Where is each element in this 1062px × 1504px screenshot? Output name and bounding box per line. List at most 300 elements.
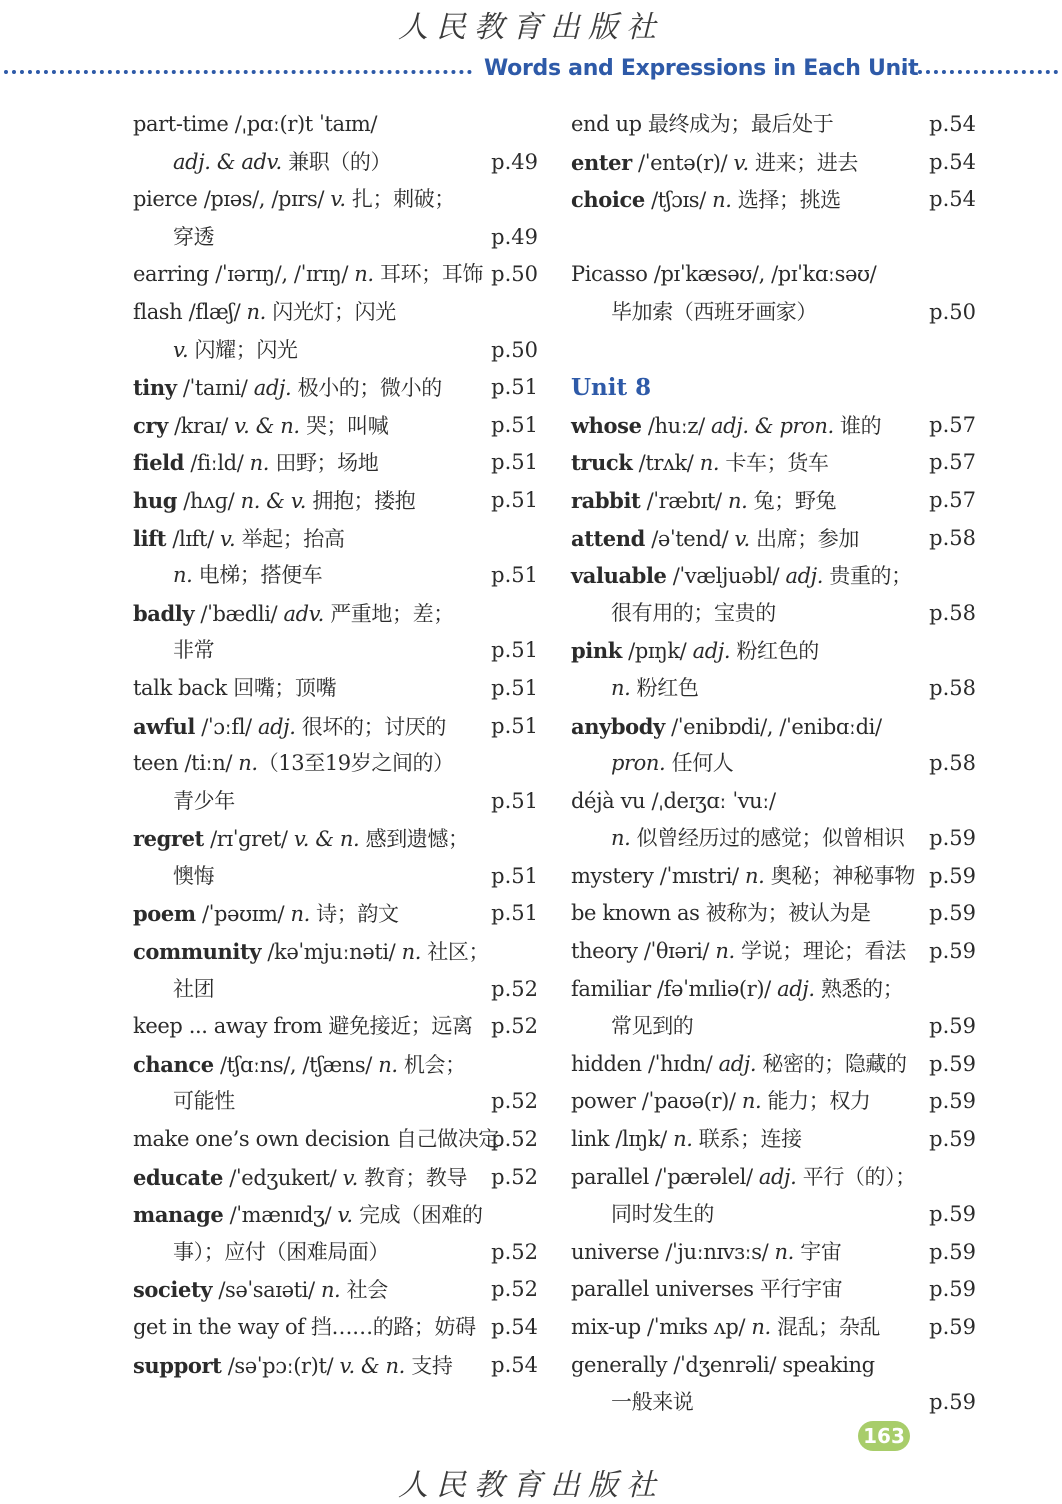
definition: 秘密的；隐藏的 — [756, 1051, 907, 1076]
vocab-entry — [133, 1309, 538, 1347]
part-of-speech: v. — [173, 337, 189, 362]
vocab-entry — [133, 181, 538, 219]
definition: 常见到的 — [611, 1014, 694, 1039]
entry-detail: /ˈmɪks ʌp/ — [640, 1315, 752, 1339]
page-reference: p.59 — [929, 1239, 976, 1264]
entry-detail: /tiːn/ — [178, 751, 239, 776]
vocab-entry — [133, 820, 538, 858]
entry-detail: /ˈenibɒdi/, /ˈenibɑːdi/ — [664, 714, 882, 739]
entry-detail: 回嘴；顶嘴 — [226, 675, 337, 700]
page-reference: p.59 — [929, 1051, 976, 1076]
vocab-entry — [571, 181, 976, 219]
definition: 穿透 — [173, 224, 215, 249]
part-of-speech: n. & v. — [240, 488, 307, 513]
headword: mix-up — [571, 1315, 641, 1339]
headword: hidden — [571, 1051, 642, 1076]
part-of-speech: n. — [741, 1089, 762, 1114]
page-reference: p.54 — [491, 1352, 538, 1377]
entry-detail: /ˈhɪdn/ — [641, 1051, 719, 1076]
entry-text — [133, 444, 378, 483]
entry-detail: /ˈdʒenrəli/ speaking — [667, 1352, 875, 1377]
definition: 奥秘；神秘事物 — [764, 863, 915, 888]
page-reference: p.52 — [491, 976, 538, 1001]
headword: power — [571, 1089, 636, 1114]
definition: 进来；进去 — [748, 150, 859, 175]
entry-text — [173, 219, 214, 257]
page-reference: p.52 — [491, 1089, 538, 1114]
part-of-speech: adj. — [758, 1164, 797, 1189]
headword: chance — [133, 1051, 214, 1077]
page-reference: p.57 — [929, 412, 976, 437]
entry-detail: /ˈθɪəri/ — [637, 939, 716, 964]
entry-text — [133, 820, 469, 859]
part-of-speech: n. — [751, 1315, 771, 1339]
part-of-speech: n. — [249, 451, 270, 476]
entry-continuation — [133, 1083, 538, 1121]
entry-detail: 挡……的路；妨碍 — [304, 1315, 476, 1339]
entry-continuation — [133, 971, 538, 1009]
entry-detail: 自己做决定 — [389, 1127, 499, 1152]
entry-text — [133, 106, 377, 144]
headword: get in the way of — [133, 1315, 305, 1339]
entry-detail: /səˈpɔː(r)t/ — [221, 1353, 340, 1378]
page-reference: p.59 — [929, 1014, 976, 1039]
headword: manage — [133, 1202, 224, 1228]
entry-detail: 平行宇宙 — [753, 1277, 843, 1302]
part-of-speech: adv. — [283, 601, 324, 626]
page-reference: p.57 — [929, 450, 976, 475]
vocab-entry — [133, 670, 538, 708]
entry-continuation — [133, 144, 538, 182]
headword: parallel — [571, 1164, 649, 1189]
page-number-badge: 163 — [858, 1421, 910, 1451]
part-of-speech: n. — [401, 940, 422, 965]
vocab-entry — [571, 632, 976, 670]
page-reference: p.51 — [491, 487, 538, 512]
unit-heading: Unit 8 — [571, 374, 652, 402]
publisher-logo-top: 人民教育出版社 — [398, 10, 664, 45]
entry-detail: 最终成为；最后处于 — [641, 112, 834, 136]
entry-continuation — [571, 745, 976, 783]
page-reference: p.54 — [929, 149, 976, 174]
headword: tiny — [133, 375, 177, 401]
definition: 事）；应付（困难局面） — [173, 1239, 390, 1264]
entry-detail: /flæʃ/ — [182, 299, 247, 324]
vocab-entry — [571, 1271, 976, 1309]
entry-text — [571, 106, 833, 144]
headword: rabbit — [571, 487, 641, 513]
page-reference: p.49 — [491, 149, 538, 174]
right-column — [571, 106, 976, 1422]
entry-text — [571, 144, 858, 183]
part-of-speech: n. — [774, 1239, 794, 1264]
headword: whose — [571, 412, 642, 438]
entry-text — [611, 670, 698, 708]
part-of-speech: n. — [354, 262, 374, 287]
entry-detail: /fiːld/ — [184, 451, 250, 476]
entry-continuation — [133, 632, 538, 670]
headword: Picasso — [571, 262, 648, 287]
vocab-entry — [571, 557, 976, 595]
entry-detail: /ˌpɑː(r)t ˈtaɪm/ — [228, 112, 378, 136]
headword: theory — [571, 939, 638, 964]
entry-text — [133, 1046, 466, 1085]
entry-text — [571, 1271, 842, 1309]
headword: generally — [571, 1352, 668, 1377]
entry-detail: /ˈedʒukeɪt/ — [222, 1165, 343, 1190]
entry-text — [571, 181, 841, 220]
entry-detail: 避免接近；远离 — [322, 1014, 473, 1039]
vocab-entry — [571, 783, 976, 821]
definition: 似曾经历过的感觉；似曾相识 — [630, 826, 905, 851]
part-of-speech: n. — [173, 563, 193, 588]
headword: badly — [133, 600, 195, 626]
headword: end up — [571, 112, 642, 136]
definition: 完成（困难的 — [352, 1203, 483, 1228]
part-of-speech: n. — [611, 675, 631, 700]
entry-text — [611, 294, 817, 332]
vocab-entry — [133, 444, 538, 482]
vocab-entry — [133, 407, 538, 445]
entry-text — [133, 294, 396, 332]
page-reference: p.49 — [491, 224, 538, 249]
page-reference: p.52 — [491, 1127, 538, 1152]
entry-text — [173, 632, 214, 670]
headword: truck — [571, 450, 633, 476]
entry-text — [133, 369, 442, 408]
vocab-entry — [571, 1347, 976, 1385]
page-reference: p.51 — [491, 412, 538, 437]
definition: 感到遗憾； — [359, 827, 469, 852]
page-reference: p.58 — [929, 751, 976, 776]
headword: society — [133, 1277, 213, 1303]
vocab-entry — [571, 1083, 976, 1121]
entry-detail: /pɪŋk/ — [621, 639, 693, 664]
definition: 很坏的；讨厌的 — [295, 714, 447, 739]
vocab-entry — [133, 745, 538, 783]
part-of-speech: v. — [220, 526, 236, 551]
definition: 能力；权力 — [761, 1089, 871, 1114]
vocab-entry — [571, 106, 976, 144]
page-reference: p.52 — [491, 1277, 538, 1302]
headword: valuable — [571, 563, 667, 589]
page-reference: p.51 — [491, 863, 538, 888]
page-reference: p.58 — [929, 525, 976, 550]
definition: 任何人 — [665, 751, 734, 776]
entry-text — [611, 595, 776, 633]
headword: attend — [571, 525, 645, 551]
entry-continuation — [571, 820, 976, 858]
entry-detail: /rɪˈɡret/ — [203, 827, 294, 852]
page-reference: p.59 — [929, 939, 976, 964]
vocab-entry — [133, 895, 538, 933]
entry-text — [611, 820, 904, 858]
part-of-speech: n. — [727, 488, 748, 513]
part-of-speech: adj. — [257, 714, 296, 739]
definition: 谁的 — [833, 413, 882, 438]
part-of-speech: n. — [673, 1127, 693, 1152]
entry-text — [571, 971, 903, 1009]
vocab-entry — [133, 1196, 538, 1234]
entry-text — [133, 595, 454, 634]
page-reference: p.59 — [929, 1127, 976, 1152]
entry-detail: /əˈtend/ — [644, 526, 735, 551]
headword: link — [571, 1127, 610, 1152]
entry-continuation — [571, 1008, 976, 1046]
definition: 兼职（的） — [281, 149, 392, 174]
headword: lift — [133, 525, 167, 551]
page-reference: p.51 — [491, 375, 538, 400]
part-of-speech: adj. — [253, 376, 292, 401]
headword: déjà vu — [571, 788, 646, 813]
vocab-entry — [571, 895, 976, 933]
entry-detail: /ˈvæljuəbl/ — [666, 564, 786, 589]
entry-text — [133, 1159, 467, 1198]
vocab-entry — [571, 1234, 976, 1272]
headword: parallel universes — [571, 1277, 754, 1302]
page-reference: p.51 — [491, 901, 538, 926]
headword: make one’s own decision — [133, 1127, 390, 1152]
entry-text — [133, 1196, 483, 1235]
part-of-speech: n. — [238, 751, 258, 776]
part-of-speech: n. — [246, 299, 266, 324]
entry-text — [571, 1121, 802, 1159]
page-reference: p.51 — [491, 788, 538, 813]
headword: earring — [133, 262, 209, 287]
definition: 拥抱；搂抱 — [306, 488, 416, 513]
entry-detail: /ˈpærəlel/ — [648, 1164, 759, 1189]
vocab-entry — [571, 1159, 976, 1197]
entry-detail: 被称为；被认为是 — [699, 901, 871, 926]
headword: enter — [571, 149, 632, 175]
vocab-entry — [571, 1121, 976, 1159]
page-reference: p.51 — [491, 563, 538, 588]
entry-continuation — [571, 1384, 976, 1422]
entry-text — [133, 1008, 473, 1046]
part-of-speech: adj. — [718, 1051, 757, 1076]
entry-text — [133, 1347, 452, 1386]
entry-detail: /ˌdeɪʒɑː ˈvuː/ — [645, 788, 776, 813]
vocab-entry — [133, 1347, 538, 1385]
vocab-entry — [571, 933, 976, 971]
definition: （13至19岁之间的） — [257, 751, 454, 776]
page-reference: p.52 — [491, 1239, 538, 1264]
entry-text — [571, 1159, 916, 1197]
vocab-entry — [571, 444, 976, 482]
definition: 田野；场地 — [269, 451, 379, 476]
headword: community — [133, 939, 262, 965]
vocab-entry — [571, 708, 976, 746]
entry-continuation — [571, 294, 976, 332]
part-of-speech: n. — [320, 1278, 341, 1303]
entry-text — [571, 557, 912, 596]
vocab-entry — [133, 1046, 538, 1084]
entry-text — [173, 971, 214, 1009]
headword: hug — [133, 487, 178, 513]
headword: teen — [133, 751, 179, 776]
entry-text — [133, 482, 415, 521]
spacer — [571, 332, 976, 370]
entry-text — [611, 745, 733, 783]
definition: 扎；刺破； — [345, 187, 455, 212]
part-of-speech: v. & n. — [293, 827, 360, 852]
definition: 社区； — [421, 940, 490, 965]
part-of-speech: adj. — [777, 976, 815, 1001]
page-reference: p.50 — [491, 337, 538, 362]
definition: 严重地；差； — [323, 601, 454, 626]
definition: 举起；抬高 — [235, 526, 345, 551]
headword: support — [133, 1352, 222, 1378]
left-column — [133, 106, 538, 1384]
definition: 学说；理论；看法 — [734, 939, 906, 964]
entry-text — [611, 1196, 714, 1234]
entry-continuation — [133, 858, 538, 896]
definition: 一般来说 — [611, 1390, 694, 1415]
entry-text — [173, 1234, 389, 1272]
page-reference: p.51 — [491, 675, 538, 700]
entry-text — [611, 1008, 693, 1046]
headword: choice — [571, 187, 645, 213]
vocab-entry — [133, 708, 538, 746]
headword: keep ... away from — [133, 1014, 323, 1039]
part-of-speech: v. & n. — [339, 1353, 405, 1378]
entry-text — [173, 858, 214, 896]
part-of-speech: v. — [337, 1203, 353, 1228]
headword: flash — [133, 299, 183, 324]
entry-detail: /fəˈmɪliə(r)/ — [650, 976, 778, 1001]
page-reference: p.50 — [929, 299, 976, 324]
entry-detail: /ˈbædli/ — [194, 601, 284, 626]
definition: 非常 — [173, 638, 215, 663]
part-of-speech: adj. & adv. — [173, 149, 282, 174]
header-title: Words and Expressions in Each Unit — [484, 56, 919, 81]
entry-continuation — [133, 783, 538, 821]
entry-text — [133, 520, 345, 559]
entry-text — [133, 256, 483, 294]
entry-text — [133, 181, 455, 219]
vocab-entry — [571, 256, 976, 294]
part-of-speech: n. — [715, 939, 735, 964]
definition: 毕加索（西班牙画家） — [611, 299, 817, 324]
entry-text — [571, 858, 915, 896]
vocab-entry — [571, 482, 976, 520]
entry-detail: /kəˈmjuːnəti/ — [261, 940, 402, 965]
entry-detail: /ˈtaɪni/ — [176, 376, 254, 401]
definition: 青少年 — [173, 788, 235, 813]
page-reference: p.59 — [929, 1390, 976, 1415]
definition: 贵重的； — [823, 564, 912, 589]
entry-text — [611, 1384, 693, 1422]
definition: 社团 — [173, 976, 215, 1001]
page-reference: p.59 — [929, 1277, 976, 1302]
entry-text — [571, 895, 871, 933]
definition: 选择；挑选 — [731, 188, 841, 213]
entry-detail: /huːz/ — [641, 413, 712, 438]
entry-text — [571, 933, 906, 971]
entry-text — [133, 670, 336, 708]
entry-text — [571, 1234, 841, 1272]
vocab-entry — [571, 971, 976, 1009]
entry-continuation — [571, 1196, 976, 1234]
definition: 很有用的；宝贵的 — [611, 600, 776, 625]
entry-text — [571, 407, 881, 446]
definition: 可能性 — [173, 1089, 235, 1114]
definition: 电梯；搭便车 — [192, 563, 323, 588]
entry-text — [133, 708, 446, 747]
entry-text — [571, 520, 859, 559]
vocab-entry — [133, 1271, 538, 1309]
entry-text — [173, 332, 298, 370]
headword: educate — [133, 1164, 223, 1190]
definition: 同时发生的 — [611, 1202, 714, 1227]
part-of-speech: n. — [611, 826, 631, 851]
vocab-entry — [133, 933, 538, 971]
entry-detail: /hʌɡ/ — [177, 488, 241, 513]
entry-continuation — [133, 332, 538, 370]
part-of-speech: v. — [330, 187, 346, 212]
entry-text — [133, 1309, 476, 1347]
page-reference: p.57 — [929, 487, 976, 512]
definition: 闪光灯；闪光 — [265, 299, 396, 324]
entry-detail: /ˈmɪstri/ — [653, 863, 746, 888]
entry-continuation — [571, 670, 976, 708]
part-of-speech: pron. — [611, 751, 666, 776]
page-reference: p.51 — [491, 450, 538, 475]
publisher-logo-bottom: 人民教育出版社 — [398, 1468, 664, 1503]
definition: 极小的；微小的 — [291, 376, 442, 401]
definition: 教育；教导 — [357, 1165, 468, 1190]
page-reference: p.59 — [929, 901, 976, 926]
entry-detail: /ˈɔːfl/ — [194, 714, 258, 739]
part-of-speech: n. — [712, 188, 732, 213]
definition: 机会； — [397, 1052, 466, 1077]
headword: regret — [133, 826, 204, 852]
definition: 懊悔 — [173, 863, 215, 888]
page-reference: p.58 — [929, 600, 976, 625]
entry-text — [571, 1309, 880, 1347]
vocab-entry — [571, 144, 976, 182]
headword: anybody — [571, 713, 665, 739]
entry-text — [173, 557, 322, 595]
part-of-speech: n. — [745, 863, 765, 888]
entry-text — [133, 1271, 388, 1310]
part-of-speech: n. — [378, 1052, 398, 1077]
definition: 诗；韵文 — [309, 902, 399, 927]
page-reference: p.54 — [491, 1315, 538, 1339]
entry-text — [571, 1083, 871, 1121]
page-reference: p.58 — [929, 675, 976, 700]
vocab-entry — [571, 520, 976, 558]
entry-continuation — [133, 557, 538, 595]
headword: be known as — [571, 901, 700, 926]
page-reference: p.59 — [929, 863, 976, 888]
definition: 兔；野兔 — [747, 488, 837, 513]
entry-detail: /pɪəs/, /pɪrs/ — [197, 187, 331, 212]
entry-continuation — [133, 1234, 538, 1272]
part-of-speech: v. — [733, 150, 749, 175]
entry-text — [571, 482, 836, 521]
entry-detail: /pɪˈkæsəʊ/, /pɪˈkɑːsəʊ/ — [647, 262, 877, 287]
vocab-entry — [571, 407, 976, 445]
entry-text — [571, 708, 882, 747]
vocab-entry — [133, 1159, 538, 1197]
headword: familiar — [571, 976, 651, 1001]
definition: 社会 — [340, 1278, 388, 1303]
entry-text — [133, 933, 489, 972]
entry-detail: /ˈpaʊə(r)/ — [635, 1089, 742, 1114]
headword: poem — [133, 901, 196, 927]
definition: 耳环；耳饰 — [373, 262, 483, 287]
